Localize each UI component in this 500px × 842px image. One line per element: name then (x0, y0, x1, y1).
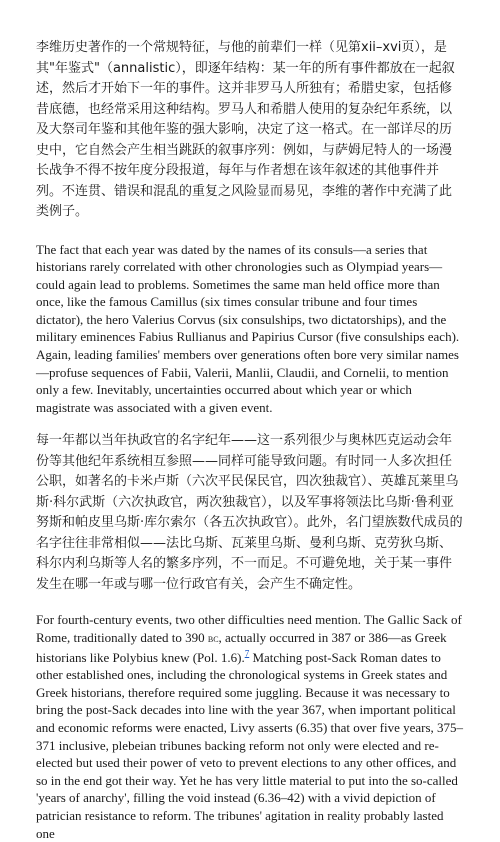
paragraph-text-part-2: , actually occurred in 387 or 386—as Greek historians like Polybius knew (Pol. 1.6). (36, 630, 447, 665)
chinese-paragraph-consul-dating: 每一年都以当年执政官的名字纪年——这一系列很少与奥林匹克运动会年份等其他纪年系统相互参照——同样可能导致问题。有时同一人多次担任公职，如著名的卡米卢斯（六次平民保民官，四次独裁官）、英雄瓦莱里乌斯·科尔武斯（六次执政官，两次独裁官），以及军事将领法比乌斯·鲁利亚努斯和帕皮里乌斯·库尔索尔（各五次执政官）。此外，名门望族数代成员的名字往往非常相似——法比乌斯、瓦莱里乌斯、曼利乌斯、克劳狄乌斯、科尔内利乌斯等人名的繁多序列，不一而足。不可避免地，关于某一事件发生在哪一年或与哪一位行政官有关，会产生不确定性。 (36, 433, 463, 592)
footnote-link[interactable]: 7 (244, 648, 250, 659)
era-abbreviation: bc (207, 633, 219, 646)
english-paragraph-consul-dating: The fact that each year was dated by the names of its consuls—a series that historians rarely correlated with other chronologies such as Olympiad years—could again lead to problems. Sometimes the same man held office more than once, like the famous Camillus (six times consular tribune and four times dictator), the hero Valerius Corvus (six consulships, two dictatorships), and the military eminences Fabius Rullianus and Papirius Cursor (five consulships each). Again, leading families' members over generations often bore very similar names—profuse sequences of Fabii, Valerii, Manlii, Claudii, and Cornelii, to mention only a few. Inevitably, uncertainties occurred about which year or which magistrate was associated with a given event. (36, 241, 460, 415)
chinese-paragraph-calendar-structure: 李维历史著作的一个常规特征，与他的前辈们一样（见第xii–xvi页），是其"年鉴式"（annalistic），即逐年结构：某一年的所有事件都放在一起叙述，然后才开始下一年的事件。这并非罗马人所独有；希腊史家，包括修昔底德，也经常采用这种结构。罗马人和希腊人使用的复杂纪年系统，以及大祭司年鉴和其他年鉴的强大影响，决定了这一格式。在一部详尽的历史中，它自然会产生相当跳跃的叙事序列：例如，与萨姆尼特人的一场漫长战争不得不按年度分段报道，每年与作者想在该年叙述的其他事件并列。不连贯、错误和混乱的重复之风险显而易见，李维的著作中充满了此类例子。 (36, 40, 455, 219)
english-paragraph-fourth-century (36, 611, 464, 842)
paragraph-text-part-1: For fourth-century events, two other difficulties need mention. The Gallic Sack of Rome, traditionally dated to 390 (36, 612, 462, 646)
paragraph-text-part-3: Matching post-Sack Roman dates to other established ones, including the chronological systems in Greek states and Greek historians, therefore required some juggling. Because it was necessary to bring the post-Sack decades into line with the year 367, when important political and economic reforms were enacted, Livy asserts (6.35) that over five years, 375–371 inclusive, plebeian tribunes backing reform not only were elected and re-elected but used their power of veto to prevent elections to any other offices, and so in the end got their way. Yet he has very little material to put into the so-called 'years of anarchy', filling the void instead (6.36–42) with a vivid depiction of patrician resistance to reform. The tribunes' agitation in reality probably lasted one (36, 649, 464, 841)
document-page (36, 38, 464, 842)
